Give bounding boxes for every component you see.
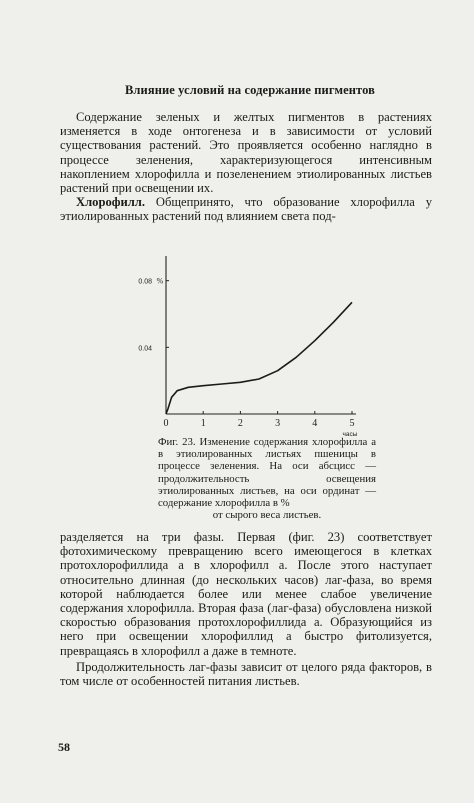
caption-last-line: от сырого веса листьев. [212, 509, 322, 522]
chart-svg [120, 248, 380, 438]
intro-paragraphs [60, 110, 432, 224]
section-heading: Влияние условий на содержание пигментов [124, 83, 375, 97]
chart-axes [166, 256, 356, 414]
chlorophyll-run-in-heading: Хлорофилл. [76, 195, 146, 210]
x-tick-label: 4 [312, 418, 318, 429]
caption-text: Изменение содержания хлорофилла а в этиолированных листьях пшеницы в процессе зеленения. На оси абсцисс — продолжительность освещения этиолированных листьев, на оси ординат — содержание хлорофилла в % [158, 436, 376, 510]
x-tick-label: 2 [237, 418, 243, 429]
x-tick-label: 5 [349, 418, 355, 429]
paragraph-lag-phase: Продолжительность лаг-фазы зависит от целого ряда факторов, в том числе от особенностей питания листьев. [60, 659, 432, 689]
figure-23-chart [120, 248, 380, 438]
x-tick-label: 1 [200, 418, 206, 429]
caption-label: Фиг. 23. [158, 436, 196, 448]
paragraph-phases: разделяется на три фазы. Первая (фиг. 23) соответствует фотохимическому превращению всего имеющегося в клетках протохлорофиллида а в хлорофилл а. После этого наступает относительно длинная (до нескольких часов) лаг-фаза, во время которой наблюдается более или менее слабое увеличение содержания хлорофилла. Вторая фаза (лаг-фаза) обусловлена низкой скоростью образования протохлорофиллида а. Образующийся из него при освещении хлорофиллид а быстро фитолизуется, превращаясь в хлорофилл а даже в темноте. [60, 530, 432, 658]
y-tick-label: 0.08 [138, 278, 152, 286]
chlorophyll-paragraph-text: Общепринято, что образование хлорофилла у этиолированных растений под влиянием света под- [60, 195, 433, 224]
chart-series [166, 302, 352, 414]
paragraph-pigments: Содержание зеленых и желтых пигментов в растениях изменяется в ходе онтогенеза и в зависимости от условий существования растений. Это проявляется особенно наглядно в процессе зеленения, характеризующегося интенсивным накоплением хлорофилла и позеленением этиолированных листьев растений при освещении их. [60, 110, 432, 196]
y-tick-label: 0.04 [138, 345, 152, 353]
paragraph-chlorophyll [60, 195, 432, 223]
chlorophyll-curve [166, 302, 352, 414]
x-unit-label: часы [342, 431, 358, 438]
x-tick-label: 3 [275, 418, 281, 429]
body-paragraphs [60, 530, 432, 688]
x-tick-label: 0 [163, 418, 169, 429]
page-number: 58 [58, 740, 70, 754]
figure-caption [158, 436, 376, 521]
y-unit-label: % [156, 276, 164, 286]
